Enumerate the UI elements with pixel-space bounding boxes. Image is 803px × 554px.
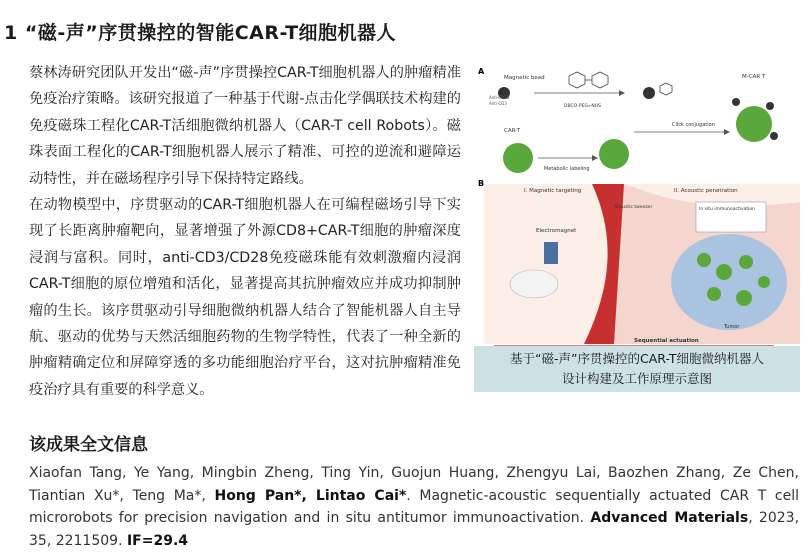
citation-corresponding-authors: Hong Pan*, Lintao Cai* bbox=[214, 487, 407, 504]
anti-cd28-label: Anti-CD28 bbox=[489, 95, 510, 100]
citation-title: . Magnetic-acoustic sequentially actuated CAR T cell microrobots for precision navigation and in situ antitumor immunoactivation. bbox=[29, 487, 800, 526]
mcar-t-cell-icon bbox=[736, 106, 772, 142]
body-text bbox=[29, 60, 461, 403]
acoustic-penetration-label: II. Acoustic penetration bbox=[674, 188, 738, 194]
in-situ-label: In situ immunoactivation bbox=[699, 207, 756, 212]
panel-b-label: B bbox=[478, 179, 485, 188]
citation-journal: Advanced Materials bbox=[590, 510, 749, 526]
magnetic-bead-label: Magnetic bead bbox=[504, 75, 545, 81]
labeled-cell-icon bbox=[599, 139, 629, 169]
electromagnet-icon bbox=[544, 242, 558, 264]
mouse-icon bbox=[510, 270, 558, 298]
tumor-label: Tumor bbox=[724, 324, 740, 330]
caption-line-2: 设计构建及工作原理示意图 bbox=[561, 371, 712, 386]
mcar-t-label: M-CAR T bbox=[742, 74, 766, 80]
metabolic-label: Metabolic labeling bbox=[544, 166, 590, 172]
citation-authors: Xiaofan Tang, Ye Yang, Mingbin Zheng, Ting Yin, Guojun Huang, Zhengyu Lai, Baozhen Zhang, Ze Chen, Tiantian Xu*, Teng Ma*, bbox=[29, 465, 799, 504]
car-t-label: CAR-T bbox=[504, 128, 521, 134]
impact-factor: IF=29.4 bbox=[126, 532, 189, 549]
citation-details: , 2023, 35, 2211509. bbox=[29, 510, 800, 549]
panel-a-label: A bbox=[478, 67, 485, 76]
paragraph-1: 蔡林涛研究团队开发出“磁-声”序贯操控CAR-T细胞机器人的肿瘤精准免疫治疗策略。该研究报道了一种基于代谢-点击化学偶联技术构建的免疫磁珠工程化CAR-T活细胞微纳机器人（CAR-T cell Robots）。磁珠表面工程化的CAR-T细胞机器人展示了精准、可控的逆流和避障运动特性，并在磁场程序引导下保持特定路线。 bbox=[29, 65, 461, 187]
acoustic-tweezer-label: Acoustic tweezer bbox=[614, 205, 653, 210]
dbco-label: DBCO-PEG₄-NHS bbox=[564, 104, 601, 109]
anti-cd3-label: Anti-CD3 bbox=[489, 101, 507, 106]
sequential-actuation-label: Sequential actuation bbox=[634, 338, 699, 344]
click-label: Click conjugation bbox=[672, 122, 715, 128]
schematic-figure bbox=[474, 62, 800, 392]
dbco-structure-icon bbox=[569, 72, 608, 88]
caption-line-1: 基于“磁-声”序贯操控的CAR-T细胞微纳机器人 bbox=[510, 351, 764, 366]
car-t-cell-icon bbox=[503, 143, 533, 173]
electromagnet-label: Electromagnet bbox=[536, 228, 577, 234]
figure-caption bbox=[474, 346, 800, 392]
paragraph-2: 在动物模型中，序贯驱动的CAR-T细胞机器人在可编程磁场引导下实现了长距离肿瘤靶向，显著增强了外源CD8+CAR-T细胞的肿瘤深度浸润与富积。同时，anti-CD3/CD28免疫磁珠能有效刺激瘤内浸润CAR-T细胞的原位增殖和活化，显著提高其抗肿瘤效应并成功抑制肿瘤的生长。该序贯驱动引导细胞微纳机器人结合了智能机器人自主导航、驱动的优势与天然活细胞药物的生物学特性，代表了一种全新的肿瘤精确定位和屏障穿透的多功能细胞治疗平台，这对抗肿瘤精准免疫治疗具有重要的科学意义。 bbox=[29, 197, 461, 398]
section-title: 1 “磁-声”序贯操控的智能CAR-T细胞机器人 bbox=[4, 22, 397, 44]
section-heading: 该成果全文信息 bbox=[29, 435, 148, 455]
citation bbox=[29, 462, 799, 552]
magnetic-targeting-label: I. Magnetic targeting bbox=[524, 188, 582, 194]
